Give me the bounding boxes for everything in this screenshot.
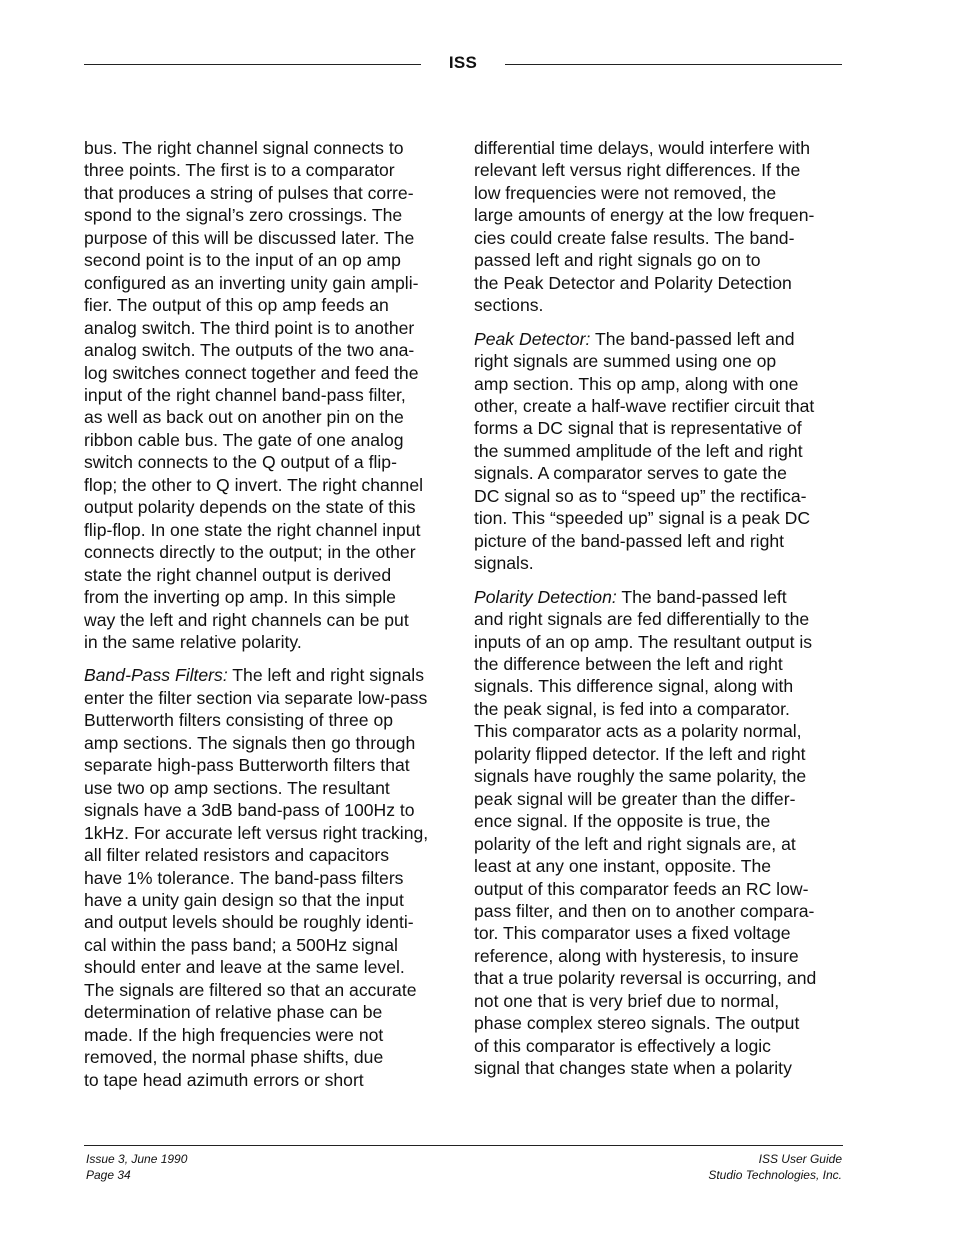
text-line: analog switch. The third point is to another: [84, 317, 415, 338]
text-line: flop; the other to Q invert. The right channel: [84, 474, 424, 495]
text-line: Butterworth filters consisting of three op: [84, 710, 394, 731]
text-line: ribbon cable bus. The gate of one analog: [84, 429, 404, 450]
paragraph-filter-continued: [474, 137, 844, 317]
text-line: signals. A comparator serves to gate the: [474, 463, 787, 484]
paragraph-peak-detector: [474, 328, 844, 575]
text-line: should enter and leave at the same level.: [84, 957, 405, 978]
text-line: tion. This “speeded up” signal is a peak DC: [474, 508, 811, 529]
text-line: signals have a 3dB band-pass of 100Hz to: [84, 800, 415, 821]
text-line: forms a DC signal that is representative of: [474, 418, 802, 439]
text-line: amp sections. The signals then go through: [84, 732, 416, 753]
text-line: reference, along with hysteresis, to insure: [474, 945, 799, 966]
text-line: way the left and right channels can be put: [84, 609, 409, 630]
section-heading-peak-detector: Peak Detector:: [474, 328, 591, 349]
text-line: amp section. This op amp, along with one: [474, 373, 799, 394]
footer-issue: Issue 3, June 1990: [86, 1152, 188, 1166]
text-line: that a true polarity reversal is occurring, and: [474, 968, 817, 989]
text-line: the difference between the left and right: [474, 653, 783, 674]
page-header: [84, 52, 842, 76]
text-line: picture of the band-passed left and right: [474, 530, 785, 551]
text-line: peak signal will be greater than the differ-: [474, 788, 796, 809]
text-line: relevant left versus right differences. If the: [474, 160, 801, 181]
section-heading-band-pass: Band-Pass Filters:: [84, 665, 228, 686]
paragraph-first-line: [474, 328, 844, 350]
text-line: separate high-pass Butterworth filters that: [84, 755, 410, 776]
text-line: not one that is very brief due to normal,: [474, 990, 780, 1011]
header-rule-right: [505, 64, 842, 65]
footer-rule: [84, 1145, 843, 1146]
text-line: large amounts of energy at the low frequen-: [474, 205, 815, 226]
text-line: bus. The right channel signal connects to: [84, 138, 404, 158]
footer-company: Studio Technologies, Inc.: [708, 1168, 842, 1182]
text-line: inputs of an op amp. The resultant output is: [474, 631, 813, 652]
text-line: state the right channel output is derived: [84, 564, 392, 585]
left-column: [84, 137, 454, 1102]
text-line: in the same relative polarity.: [84, 631, 302, 652]
text-line: The signals are filtered so that an accurate: [84, 979, 417, 1000]
text-line: connects directly to the output; in the other: [84, 542, 416, 563]
text-line: made. If the high frequencies were not: [84, 1024, 384, 1045]
paragraph-right-channel: [84, 137, 454, 653]
text-line: output polarity depends on the state of this: [84, 497, 416, 518]
text-line: other, create a half-wave rectifier circuit that: [474, 395, 815, 416]
text-line: 1kHz. For accurate left versus right tracking,: [84, 822, 429, 843]
paragraph-first-line: [474, 586, 844, 608]
text-line: the summed amplitude of the left and right: [474, 440, 803, 461]
text-line: as well as back out on another pin on the: [84, 407, 404, 428]
text-line: ence signal. If the opposite is true, the: [474, 811, 771, 832]
text-line: signals. This difference signal, along with: [474, 676, 794, 697]
text-line: that produces a string of pulses that corre-: [84, 182, 414, 203]
text-line: switch connects to the Q output of a flip-: [84, 452, 397, 473]
text-line: output of this comparator feeds an RC low-: [474, 878, 809, 899]
text-run: The band-passed left: [616, 586, 787, 607]
text-line: phase complex stereo signals. The output: [474, 1013, 800, 1034]
text-line: passed left and right signals go on to: [474, 250, 761, 271]
text-line: the peak signal, is fed into a comparator.: [474, 698, 790, 719]
text-line: purpose of this will be discussed later. The: [84, 227, 415, 248]
text-line: analog switch. The outputs of the two ana-: [84, 340, 415, 361]
text-line: the Peak Detector and Polarity Detection: [474, 272, 792, 293]
text-line: and output levels should be roughly identi-: [84, 912, 414, 933]
text-run: The left and right signals: [227, 665, 424, 686]
text-line: sections.: [474, 295, 544, 316]
text-line: of this comparator is effectively a logic: [474, 1035, 771, 1056]
paragraph-band-pass-filters: [84, 664, 454, 1091]
text-line: and right signals are fed differentially to the: [474, 609, 810, 630]
text-line: three points. The first is to a comparator: [84, 160, 395, 181]
text-line: from the inverting op amp. In this simple: [84, 587, 396, 608]
text-line: low frequencies were not removed, the: [474, 182, 777, 203]
text-line: have 1% tolerance. The band-pass filters: [84, 867, 404, 888]
text-line: signal that changes state when a polarity: [474, 1058, 792, 1079]
text-line: to tape head azimuth errors or short: [84, 1069, 364, 1090]
header-title: ISS: [448, 53, 478, 72]
footer-page-number: Page 34: [86, 1168, 131, 1182]
text-line: log switches connect together and feed the: [84, 362, 419, 383]
paragraph-polarity-detection: [474, 586, 844, 1080]
text-line: tor. This comparator uses a fixed voltage: [474, 923, 791, 944]
text-line: right signals are summed using one op: [474, 351, 777, 372]
paragraph-first-line: [84, 664, 454, 686]
text-line: use two op amp sections. The resultant: [84, 777, 390, 798]
text-line: polarity flipped detector. If the left and right: [474, 743, 806, 764]
text-line: enter the filter section via separate low-pass: [84, 687, 428, 708]
footer-left: [86, 1151, 187, 1183]
footer-right: [708, 1151, 842, 1183]
text-line: all filter related resistors and capacitors: [84, 845, 390, 866]
text-line: polarity of the left and right signals are, at: [474, 833, 796, 854]
text-line: DC signal so as to “speed up” the rectifica-: [474, 485, 807, 506]
text-line: second point is to the input of an op amp: [84, 250, 401, 271]
text-line: flip-flop. In one state the right channel input: [84, 519, 421, 540]
text-run: The band-passed left and: [590, 328, 795, 349]
text-line: fier. The output of this op amp feeds an: [84, 295, 389, 316]
text-line: cies could create false results. The band-: [474, 227, 795, 248]
text-line: input of the right channel band-pass filter,: [84, 384, 406, 405]
section-heading-polarity-detection: Polarity Detection:: [474, 586, 617, 607]
text-line: spond to the signal’s zero crossings. The: [84, 205, 403, 226]
text-line: cal within the pass band; a 500Hz signal: [84, 934, 398, 955]
text-line: signals have roughly the same polarity, the: [474, 766, 807, 787]
right-column: [474, 137, 844, 1091]
text-line: signals.: [474, 553, 534, 574]
text-line: pass filter, and then on to another compara-: [474, 900, 815, 921]
text-line: configured as an inverting unity gain ampli-: [84, 272, 419, 293]
text-line: least at any one instant, opposite. The: [474, 856, 772, 877]
text-line: differential time delays, would interfere with: [474, 138, 811, 158]
footer-guide-title: ISS User Guide: [758, 1152, 842, 1166]
text-line: This comparator acts as a polarity normal,: [474, 721, 802, 742]
text-line: removed, the normal phase shifts, due: [84, 1047, 384, 1068]
text-line: determination of relative phase can be: [84, 1002, 383, 1023]
text-line: have a unity gain design so that the input: [84, 889, 404, 910]
